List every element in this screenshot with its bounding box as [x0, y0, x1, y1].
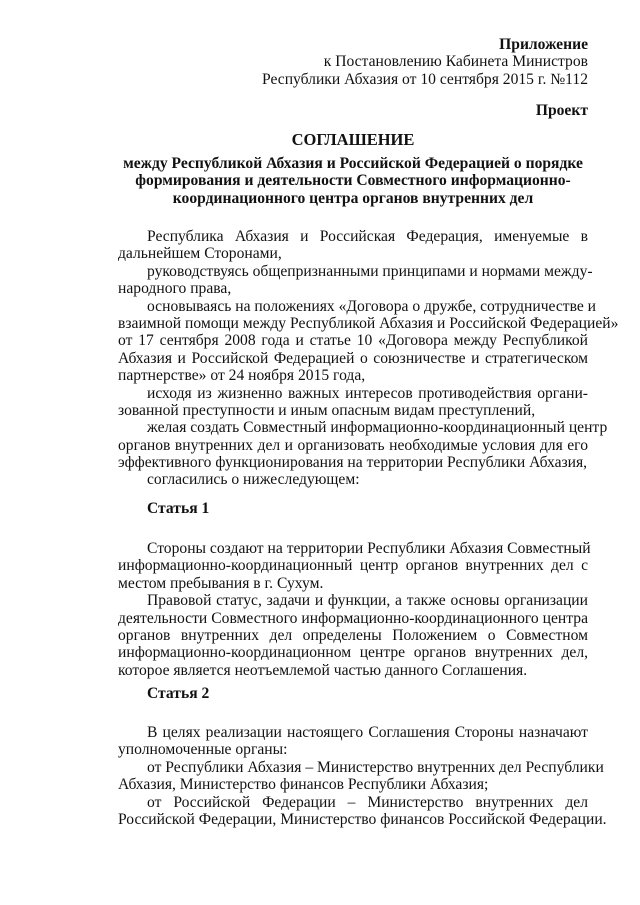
text-line: органов внутренних дел определены Положением о Совместном	[118, 626, 588, 644]
text-line: руководствуясь общепризнанными принципами и нормами между-	[147, 262, 593, 280]
text-line: Стороны создают на территории Республики Абхазия Совместный	[147, 540, 591, 557]
text-line: уполномоченные органы:	[118, 741, 288, 759]
text-line: желая создать Совместный информационно-координационный центр	[147, 419, 608, 437]
document-subtitle	[118, 155, 588, 207]
subtitle-line: между Республикой Абхазия и Российской Федерацией о порядке	[123, 155, 583, 172]
text-line: информационно-координационном центре органов внутренних дел,	[118, 644, 588, 662]
draft-label: Проект	[535, 102, 588, 119]
article-2-heading: Статья 2	[147, 685, 210, 702]
text-line: основываясь на положениях «Договора о дружбе, сотрудничестве и	[147, 297, 597, 315]
subtitle-line: координационного центра органов внутренних дел	[172, 189, 534, 207]
text-line: информационно-координационный центр органов внутренних дел с	[118, 557, 588, 575]
appendix-reference-2: Республики Абхазия от 10 сентября 2015 г. №112	[262, 70, 588, 88]
text-line: от Российской Федерации – Министерство внутренних дел	[147, 793, 588, 811]
text-line: зованной преступности и иным опасным видам преступлений,	[118, 401, 536, 419]
article-1-body	[118, 540, 591, 679]
text-line: Республика Абхазия и Российская Федерация, именуемые в	[147, 228, 588, 245]
text-line: органов внутренних дел и организовать необходимые условия для его	[118, 436, 588, 454]
text-line: партнерстве» от 24 ноября 2015 года,	[118, 367, 366, 385]
text-line: местом пребывания в г. Сухум.	[118, 574, 324, 592]
text-line: исходя из жизненно важных интересов противодействия органи-	[147, 384, 588, 402]
text-line: В целях реализации настоящего Соглашения Стороны назначают	[147, 724, 588, 741]
text-line: от Республики Абхазия – Министерство внутренних дел Республики	[147, 758, 604, 776]
article-1-heading: Статья 1	[147, 500, 210, 517]
text-line: Российской Федерации, Министерство финансов Российской Федерации.	[118, 810, 607, 828]
appendix-label: Приложение	[499, 36, 588, 53]
article-2-body	[118, 724, 607, 828]
text-line: согласились о нижеследующем:	[147, 471, 360, 489]
preamble	[118, 228, 619, 489]
text-line: Абхазия, Министерство финансов Республики Абхазия;	[118, 776, 489, 794]
text-line: деятельности Совместного информационно-координационного центра	[118, 609, 588, 627]
document-title: СОГЛАШЕНИЕ	[291, 130, 415, 149]
text-line: взаимной помощи между Республикой Абхазия и Российской Федерацией»	[118, 314, 619, 332]
subtitle-line: формирования и деятельности Совместного информационно-	[135, 172, 571, 190]
text-line: эффективного функционирования на территории Республики Абхазия,	[118, 454, 588, 472]
text-line: от 17 сентября 2008 года и статье 10 «Договора между Республикой	[118, 332, 588, 350]
text-line: которое является неотъемлемой частью данного Соглашения.	[118, 661, 528, 679]
text-line: Абхазия и Российской Федерацией о союзничестве и стратегическом	[118, 349, 588, 367]
appendix-reference-1: к Постановлению Кабинета Министров	[323, 53, 588, 71]
text-line: Правовой статус, задачи и функции, а также основы организации	[147, 592, 588, 610]
text-line: дальнейшем Сторонами,	[118, 245, 282, 263]
text-line: народного права,	[118, 280, 232, 298]
document-header	[118, 36, 588, 88]
